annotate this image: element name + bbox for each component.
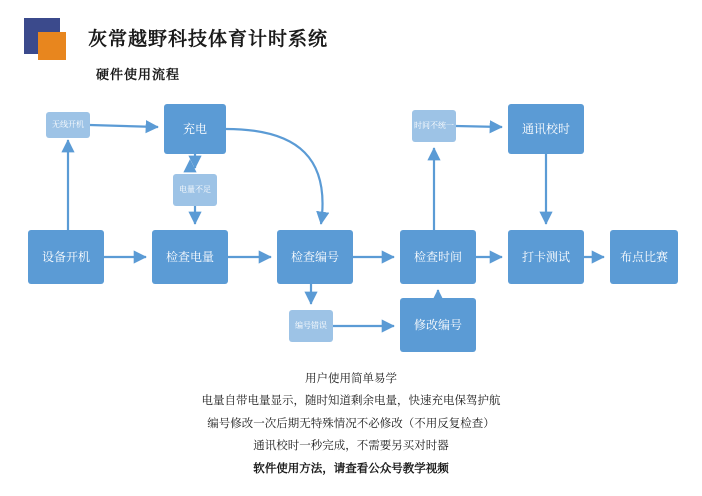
- node-charge[interactable]: 充电: [164, 104, 226, 154]
- node-check-time[interactable]: 检查时间: [400, 230, 476, 284]
- footer-line-bold: 软件使用方法，请查看公众号教学视频: [253, 462, 449, 475]
- node-number-error[interactable]: 编号错误: [289, 310, 333, 342]
- node-comm-sync[interactable]: 通讯校时: [508, 104, 584, 154]
- node-check-battery[interactable]: 检查电量: [152, 230, 228, 284]
- footer-line-3: 编号修改一次后期无特殊情况不必修改（不用反复检查）: [207, 417, 495, 430]
- footer-line-2: 电量自带电量显示，随时知道剩余电量，快速充电保驾护航: [201, 395, 501, 408]
- node-wireless-power-on[interactable]: 无线开机: [46, 112, 90, 138]
- footer-line-1: 用户使用简单易学: [305, 373, 397, 385]
- node-modify-number[interactable]: 修改编号: [400, 298, 476, 352]
- logo: [24, 18, 80, 62]
- node-check-number[interactable]: 检查编号: [277, 230, 353, 284]
- page-subtitle: 硬件使用流程: [96, 67, 181, 82]
- node-time-mismatch[interactable]: 时间不统一: [412, 110, 456, 142]
- footer-notes: [0, 368, 702, 480]
- node-deploy-race[interactable]: 布点比赛: [610, 230, 678, 284]
- node-power-on[interactable]: 设备开机: [28, 230, 104, 284]
- logo-square-orange: [38, 32, 66, 60]
- page-title: 灰常越野科技体育计时系统: [88, 29, 329, 50]
- node-punch-test[interactable]: 打卡测试: [508, 230, 584, 284]
- footer-line-4: 通讯校时一秒完成，不需要另买对时器: [253, 440, 449, 453]
- node-low-battery[interactable]: 电量不足: [173, 174, 217, 206]
